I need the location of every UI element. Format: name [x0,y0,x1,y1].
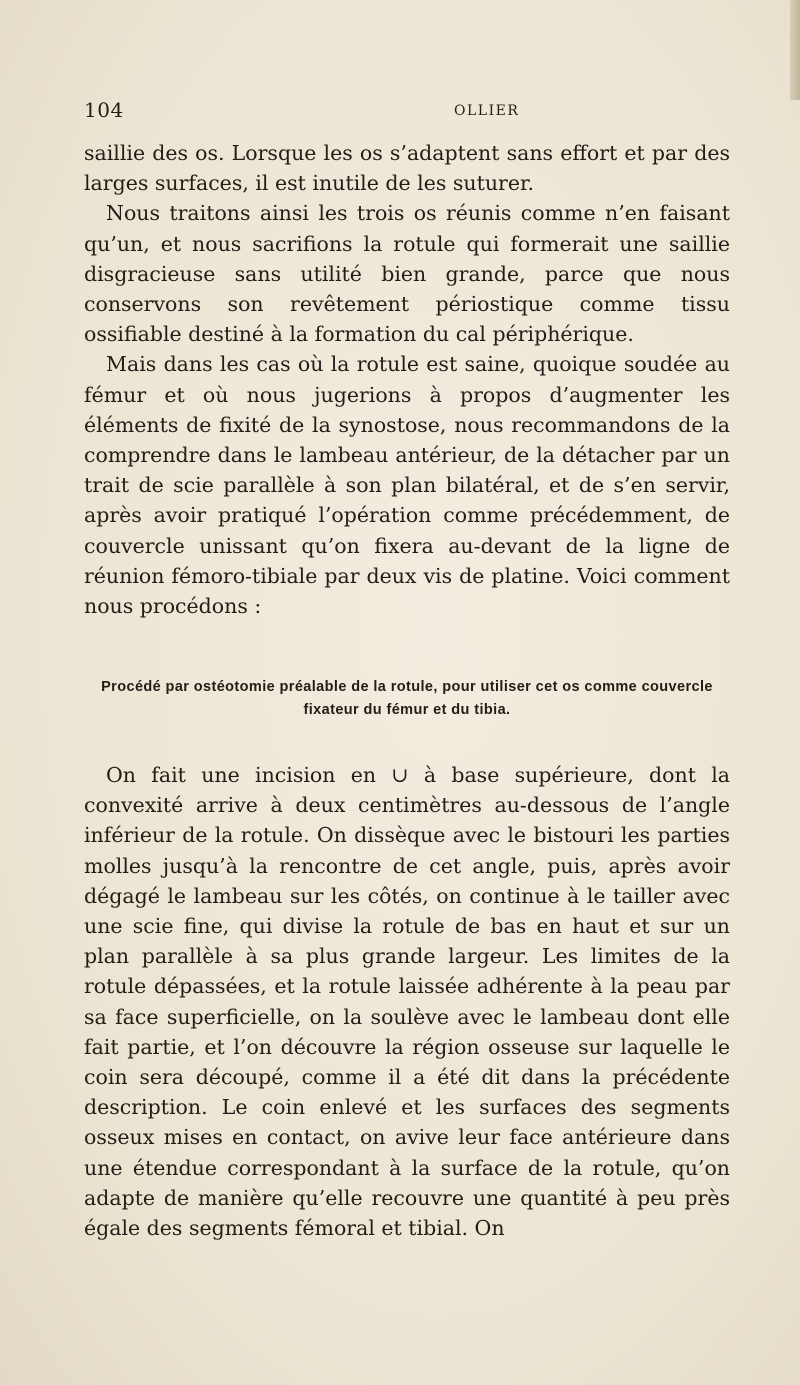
section-heading: Procédé par ostéotomie préalable de la rotule, pour utiliser cet os comme couvercle fixateur du fémur et du tibia. [101,679,713,718]
page-number: 104 [84,98,124,122]
page-edge-shadow [790,0,800,100]
paragraph: saillie des os. Lorsque les os s’adaptent sans effort et par des larges surfaces, il est inutile de les suturer. [84,141,730,196]
paragraph: Mais dans les cas où la rotule est saine, quoique soudée au fémur et où nous jugerions à propos d’augmenter les éléments de fixité de la synostose, nous recommandons de la comprendre dans le lambeau antérieur, de la détacher par un trait de scie parallèle à son plan bilatéral, et de s’en servir, après avoir pratiqué l’opération comme précédemment, de couvercle unissant qu’on fixera au-devant de la ligne de réunion fémoro-tibiale par deux vis de platine. Voici comment nous procédons : [84,352,730,619]
paragraph: Nous traitons ainsi les trois os réunis comme n’en faisant qu’un, et nous sacrifions la rotule qui formerait une saillie disgracieuse sans utilité bien grande, parce que nous conservons son revêtement périostique comme tissu ossifiable destiné à la formation du cal périphérique. [84,201,730,347]
text-block-before-heading [84,138,730,621]
text-block-after-heading [84,760,730,1243]
paragraph: On fait une incision en ∪ à base supérieure, dont la convexité arrive à deux centimètres au-dessous de l’angle inférieur de la rotule. On dissèque avec le bistouri les parties molles jusqu’à la rencontre de cet angle, puis, après avoir dégagé le lambeau sur les côtés, on continue à le tailler avec une scie fine, qui divise la rotule de bas en haut et sur un plan parallèle à sa plus grande largeur. Les limites de la rotule dépassées, et la rotule laissée adhérente à la peau par sa face superficielle, on la soulève avec le lambeau dont elle fait partie, et l’on découvre la région osseuse sur laquelle le coin sera découpé, comme il a été dit dans la précédente description. Le coin enlevé et les surfaces des segments osseux mises en contact, on avive leur face antérieure dans une étendue correspondant à la surface de la rotule, qu’on adapte de manière qu’elle recouvre une quantité à peu près égale des segments fémoral et tibial. On [84,763,730,1241]
running-title: OLLIER [454,103,520,119]
running-head [84,98,730,124]
